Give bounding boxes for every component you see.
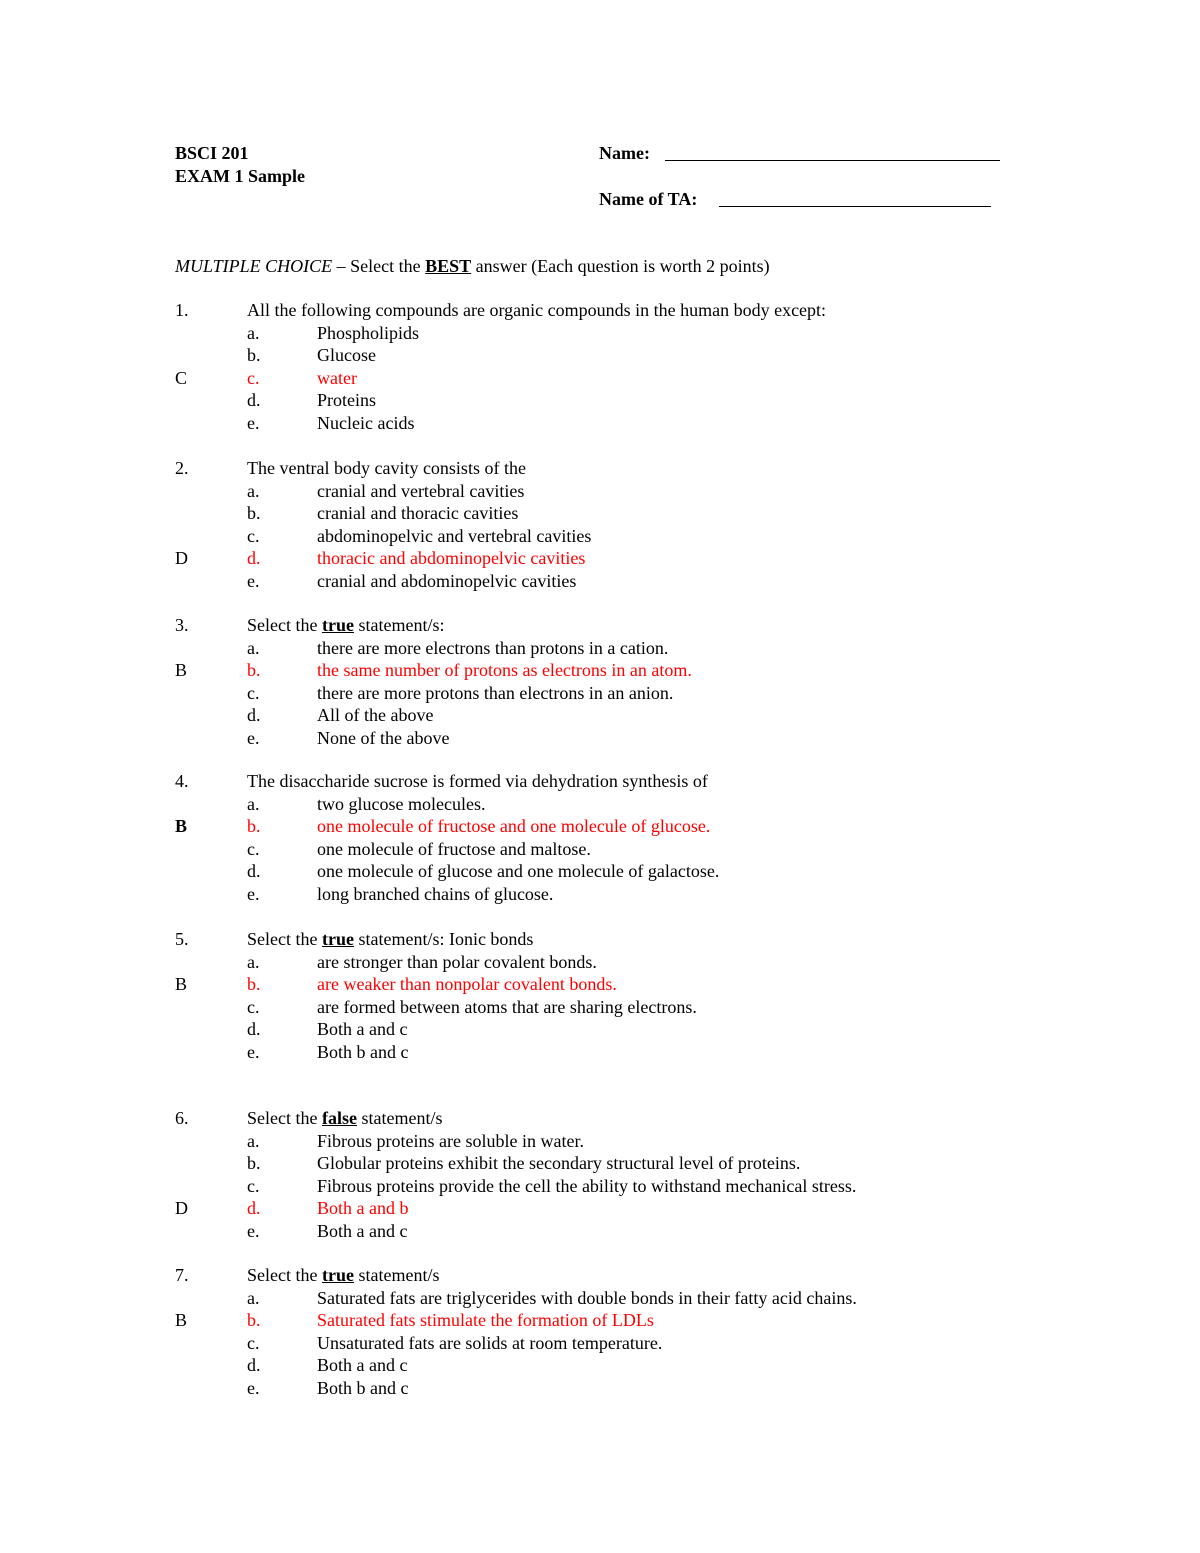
question-1: [0, 299, 1200, 435]
question-stem: [247, 928, 533, 951]
question-stem-row: [0, 928, 1200, 951]
answer-choice[interactable]: [0, 996, 1200, 1019]
choice-text: Nucleic acids: [317, 412, 415, 433]
choice-letter: c.: [247, 996, 260, 1017]
stem-text: The disaccharide sucrose is formed via dehydration synthesis of: [247, 771, 708, 791]
instructions-best: BEST: [425, 256, 472, 276]
question-2: [0, 457, 1200, 593]
course-code: BSCI 201: [175, 143, 249, 163]
choice-text: one molecule of glucose and one molecule of galactose.: [317, 861, 720, 882]
answer-choice[interactable]: [0, 1332, 1200, 1355]
choice-letter: b.: [247, 974, 261, 995]
student-name-label: Name:: [599, 143, 650, 163]
answer-choice[interactable]: [0, 389, 1200, 412]
choice-text: Both a and c: [317, 1019, 408, 1040]
answer-key: B: [175, 660, 188, 681]
choice-text: Both b and c: [317, 1377, 409, 1398]
question-stem: [247, 614, 444, 637]
stem-text-after: statement/s: Ionic bonds: [353, 929, 534, 949]
answer-key: B: [175, 816, 188, 837]
choice-text: are formed between atoms that are sharing electrons.: [317, 996, 697, 1017]
answer-choice[interactable]: [0, 322, 1200, 345]
choice-text: cranial and thoracic cavities: [317, 503, 519, 524]
answer-choice[interactable]: [0, 838, 1200, 861]
section-title: MULTIPLE CHOICE: [175, 256, 333, 276]
choice-letter: b.: [247, 345, 261, 366]
choice-letter: d.: [247, 1355, 261, 1376]
question-number: 5.: [175, 929, 189, 949]
choice-letter: b.: [247, 660, 261, 681]
question-stem-row: [0, 770, 1200, 793]
answer-choice-correct[interactable]: [0, 1197, 1200, 1220]
answer-key: B: [175, 1310, 188, 1331]
answer-choice[interactable]: [0, 1152, 1200, 1175]
choice-text: the same number of protons as electrons in an atom.: [317, 660, 692, 681]
stem-keyword: false: [321, 1108, 357, 1128]
answer-choice[interactable]: [0, 860, 1200, 883]
choice-letter: c.: [247, 1332, 260, 1353]
answer-choice-correct[interactable]: [0, 547, 1200, 570]
instructions: [175, 255, 770, 277]
question-number: 2.: [175, 458, 189, 478]
question-stem-row: [0, 457, 1200, 480]
choice-letter: b.: [247, 1310, 261, 1331]
answer-choice[interactable]: [0, 704, 1200, 727]
choice-text: there are more electrons than protons in a cation.: [317, 637, 669, 658]
choice-letter: c.: [247, 525, 260, 546]
question-number: 6.: [175, 1108, 189, 1128]
choice-letter: d.: [247, 390, 261, 411]
choice-letter: e.: [247, 1041, 260, 1062]
choice-text: Fibrous proteins are soluble in water.: [317, 1130, 584, 1151]
choice-letter: e.: [247, 727, 260, 748]
answer-choice[interactable]: [0, 1130, 1200, 1153]
answer-choice[interactable]: [0, 951, 1200, 974]
ta-name-blank[interactable]: [719, 206, 991, 207]
question-stem: [247, 299, 826, 322]
stem-text: All the following compounds are organic compounds in the human body except:: [247, 300, 827, 320]
answer-choice[interactable]: [0, 1220, 1200, 1243]
stem-keyword: true: [321, 615, 354, 635]
choice-letter: d.: [247, 1019, 261, 1040]
answer-choice-correct[interactable]: [0, 1309, 1200, 1332]
stem-text: The ventral body cavity consists of the: [247, 458, 526, 478]
question-number: 1.: [175, 300, 189, 320]
answer-choice[interactable]: [0, 525, 1200, 548]
choice-letter: e.: [247, 883, 260, 904]
stem-keyword: true: [321, 1265, 354, 1285]
question-7: [0, 1264, 1200, 1400]
choice-text: Unsaturated fats are solids at room temperature.: [317, 1332, 663, 1353]
choice-letter: d.: [247, 705, 261, 726]
answer-choice[interactable]: [0, 727, 1200, 750]
choice-letter: c.: [247, 682, 260, 703]
answer-choice[interactable]: [0, 344, 1200, 367]
choice-letter: d.: [247, 861, 261, 882]
stem-text: Select the: [247, 929, 322, 949]
choice-text: there are more protons than electrons in an anion.: [317, 682, 674, 703]
answer-choice[interactable]: [0, 570, 1200, 593]
choice-letter: e.: [247, 1220, 260, 1241]
choice-letter: e.: [247, 412, 260, 433]
choice-letter: a.: [247, 951, 260, 972]
choice-text: abdominopelvic and vertebral cavities: [317, 525, 592, 546]
choice-text: one molecule of fructose and maltose.: [317, 838, 591, 859]
answer-key: D: [175, 548, 188, 569]
answer-choice[interactable]: [0, 793, 1200, 816]
choice-letter: a.: [247, 1287, 260, 1308]
question-stem-row: [0, 1264, 1200, 1287]
answer-choice-correct[interactable]: [0, 659, 1200, 682]
student-name-blank[interactable]: [665, 160, 1000, 161]
instructions-rest: answer (Each question is worth 2 points): [471, 256, 770, 276]
choice-letter: e.: [247, 570, 260, 591]
choice-text: Saturated fats are triglycerides with double bonds in their fatty acid chains.: [317, 1287, 857, 1308]
answer-key: B: [175, 974, 188, 995]
answer-choice[interactable]: [0, 883, 1200, 906]
question-6: [0, 1107, 1200, 1243]
answer-choice-correct[interactable]: [0, 973, 1200, 996]
choice-letter: a.: [247, 322, 260, 343]
instructions-dash: – Select the: [332, 256, 426, 276]
answer-choice[interactable]: [0, 1175, 1200, 1198]
choice-text: cranial and vertebral cavities: [317, 480, 525, 501]
choice-text: Phospholipids: [317, 322, 420, 343]
stem-text: Select the: [247, 1265, 322, 1285]
question-stem: [247, 457, 526, 480]
choice-text: two glucose molecules.: [317, 793, 486, 814]
choice-text: Both a and b: [317, 1198, 409, 1219]
question-stem-row: [0, 1107, 1200, 1130]
exam-title: EXAM 1 Sample: [175, 166, 305, 186]
choice-text: are stronger than polar covalent bonds.: [317, 951, 597, 972]
question-stem-row: [0, 614, 1200, 637]
answer-key: D: [175, 1198, 188, 1219]
answer-choice[interactable]: [0, 480, 1200, 503]
choice-text: Both a and c: [317, 1355, 408, 1376]
choice-text: None of the above: [317, 727, 450, 748]
answer-choice[interactable]: [0, 1041, 1200, 1064]
stem-text-after: statement/s: [353, 1265, 440, 1285]
choice-letter: d.: [247, 548, 261, 569]
choice-text: thoracic and abdominopelvic cavities: [317, 548, 586, 569]
choice-letter: a.: [247, 793, 260, 814]
question-stem: [247, 1107, 442, 1130]
choice-text: are weaker than nonpolar covalent bonds.: [317, 974, 617, 995]
question-number: 7.: [175, 1265, 189, 1285]
choice-text: Fibrous proteins provide the cell the ability to withstand mechanical stress.: [317, 1175, 857, 1196]
answer-choice[interactable]: [0, 502, 1200, 525]
choice-letter: d.: [247, 1198, 261, 1219]
choice-text: Both b and c: [317, 1041, 409, 1062]
question-stem: [247, 1264, 439, 1287]
answer-choice-correct[interactable]: [0, 367, 1200, 390]
choice-text: long branched chains of glucose.: [317, 883, 554, 904]
question-3: [0, 614, 1200, 750]
answer-choice[interactable]: [0, 682, 1200, 705]
answer-choice[interactable]: [0, 1377, 1200, 1400]
choice-letter: e.: [247, 1377, 260, 1398]
choice-text: Proteins: [317, 390, 377, 411]
answer-choice-correct[interactable]: [0, 815, 1200, 838]
stem-text: Select the: [247, 615, 322, 635]
question-number: 3.: [175, 615, 189, 635]
choice-letter: b.: [247, 816, 261, 837]
choice-letter: c.: [247, 838, 260, 859]
stem-text: Select the: [247, 1108, 322, 1128]
question-5: [0, 928, 1200, 1064]
question-4: [0, 770, 1200, 906]
stem-keyword: true: [321, 929, 354, 949]
choice-text: Glucose: [317, 345, 376, 366]
answer-choice[interactable]: [0, 412, 1200, 435]
answer-choice[interactable]: [0, 637, 1200, 660]
choice-letter: c.: [247, 1175, 260, 1196]
choice-text: water: [317, 367, 357, 388]
choice-text: one molecule of fructose and one molecule of glucose.: [317, 816, 711, 837]
question-stem: [247, 770, 708, 793]
choice-text: cranial and abdominopelvic cavities: [317, 570, 577, 591]
question-stem-row: [0, 299, 1200, 322]
choice-letter: c.: [247, 367, 260, 388]
choice-letter: b.: [247, 503, 261, 524]
stem-text-after: statement/s: [356, 1108, 443, 1128]
choice-text: Saturated fats stimulate the formation of LDLs: [317, 1310, 654, 1331]
stem-text-after: statement/s:: [353, 615, 445, 635]
answer-choice[interactable]: [0, 1287, 1200, 1310]
choice-letter: a.: [247, 480, 260, 501]
choice-text: All of the above: [317, 705, 434, 726]
ta-name-label: Name of TA:: [599, 189, 698, 209]
answer-choice[interactable]: [0, 1354, 1200, 1377]
choice-letter: b.: [247, 1153, 261, 1174]
choice-text: Both a and c: [317, 1220, 408, 1241]
choice-letter: a.: [247, 637, 260, 658]
choice-letter: a.: [247, 1130, 260, 1151]
question-number: 4.: [175, 771, 189, 791]
answer-choice[interactable]: [0, 1018, 1200, 1041]
choice-text: Globular proteins exhibit the secondary structural level of proteins.: [317, 1153, 801, 1174]
answer-key: C: [175, 367, 188, 388]
